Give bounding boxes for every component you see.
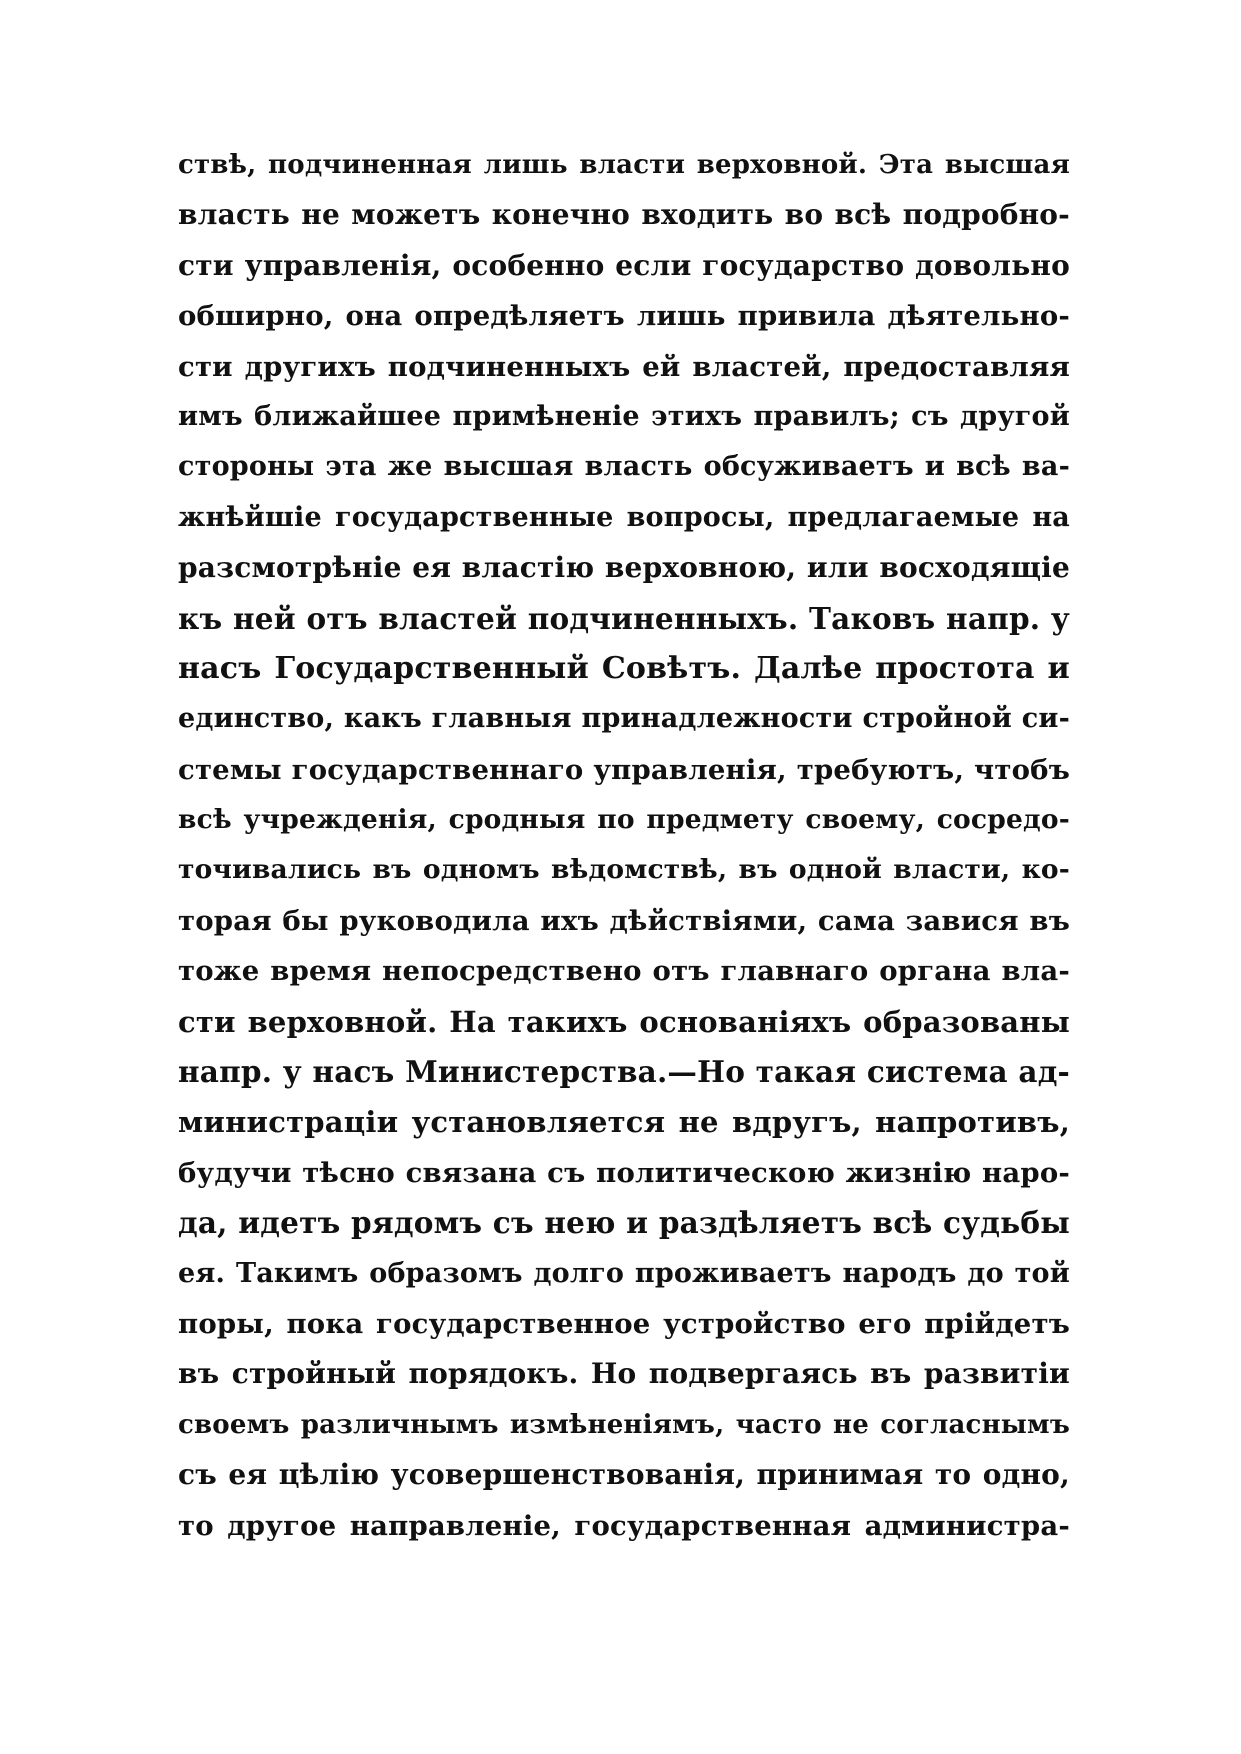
text-line: сти другихъ подчиненныхъ ей властей, предоставляя xyxy=(178,350,1070,383)
text-line: всѣ учрежденія, сродныя по предмету своему, сосредо- xyxy=(178,804,1070,836)
text-line: стемы государственнаго управленія, требуютъ, чтобъ xyxy=(178,753,1070,786)
text-line: имъ ближайшее примѣненіе этихъ правилъ; съ другой xyxy=(178,400,1070,432)
text-line: торая бы руководила ихъ дѣйствіями, сама завися въ xyxy=(178,904,1070,937)
text-line: обширно, она опредѣляетъ лишь привила дѣятельно- xyxy=(178,300,1070,333)
text-line: министраціи установляется не вдругъ, напротивъ, xyxy=(178,1105,1070,1140)
text-line: ея. Такимъ образомъ долго проживаетъ народъ до той xyxy=(178,1257,1070,1289)
text-line: разсмотрѣніе ея властію верховною, или восходящіе xyxy=(178,551,1070,585)
text-line: точивались въ одномъ вѣдомствѣ, въ одной власти, ко- xyxy=(178,854,1070,886)
text-line: насъ Государственный Совѣтъ. Далѣе простота и xyxy=(178,650,1070,686)
body-text xyxy=(178,140,1070,1551)
text-line: къ ней отъ властей подчиненныхъ. Таковъ напр. у xyxy=(178,600,1070,636)
text-line: да, идетъ рядомъ съ нею и раздѣляетъ всѣ судьбы xyxy=(178,1205,1070,1241)
text-line: стороны эта же высшая власть обсуживаетъ и всѣ ва- xyxy=(178,451,1070,483)
text-line: единство, какъ главныя принадлежности стройной си- xyxy=(178,703,1070,735)
text-line: ствѣ, подчиненная лишь власти верховной. Эта высшая xyxy=(178,150,1070,180)
text-line: сти верховной. На такихъ основаніяхъ образованы xyxy=(178,1004,1070,1039)
text-line: поры, пока государственное устройство его прійдетъ xyxy=(178,1307,1070,1340)
text-line: сти управленія, особенно если государство довольно xyxy=(178,248,1070,282)
text-line: въ стройный порядокъ. Но подвергаясь въ развитіи xyxy=(178,1357,1070,1391)
text-line: съ ея цѣлію усовершенствованія, принимая то одно, xyxy=(178,1458,1070,1492)
text-line: тоже время непосредствено отъ главнаго органа вла- xyxy=(178,955,1070,988)
text-line: жнѣйшіе государственные вопросы, предлагаемые на xyxy=(178,501,1070,533)
text-line: своемъ различнымъ измѣненіямъ, часто не согласнымъ xyxy=(178,1409,1070,1440)
text-line: то другое направленіе, государственная администра- xyxy=(178,1509,1070,1542)
text-line: власть не можетъ конечно входить во всѣ подробно- xyxy=(178,198,1070,232)
text-line: напр. у насъ Министерства.—Но такая система ад- xyxy=(178,1054,1070,1090)
text-line: будучи тѣсно связана съ политическою жизнію наро- xyxy=(178,1156,1070,1189)
